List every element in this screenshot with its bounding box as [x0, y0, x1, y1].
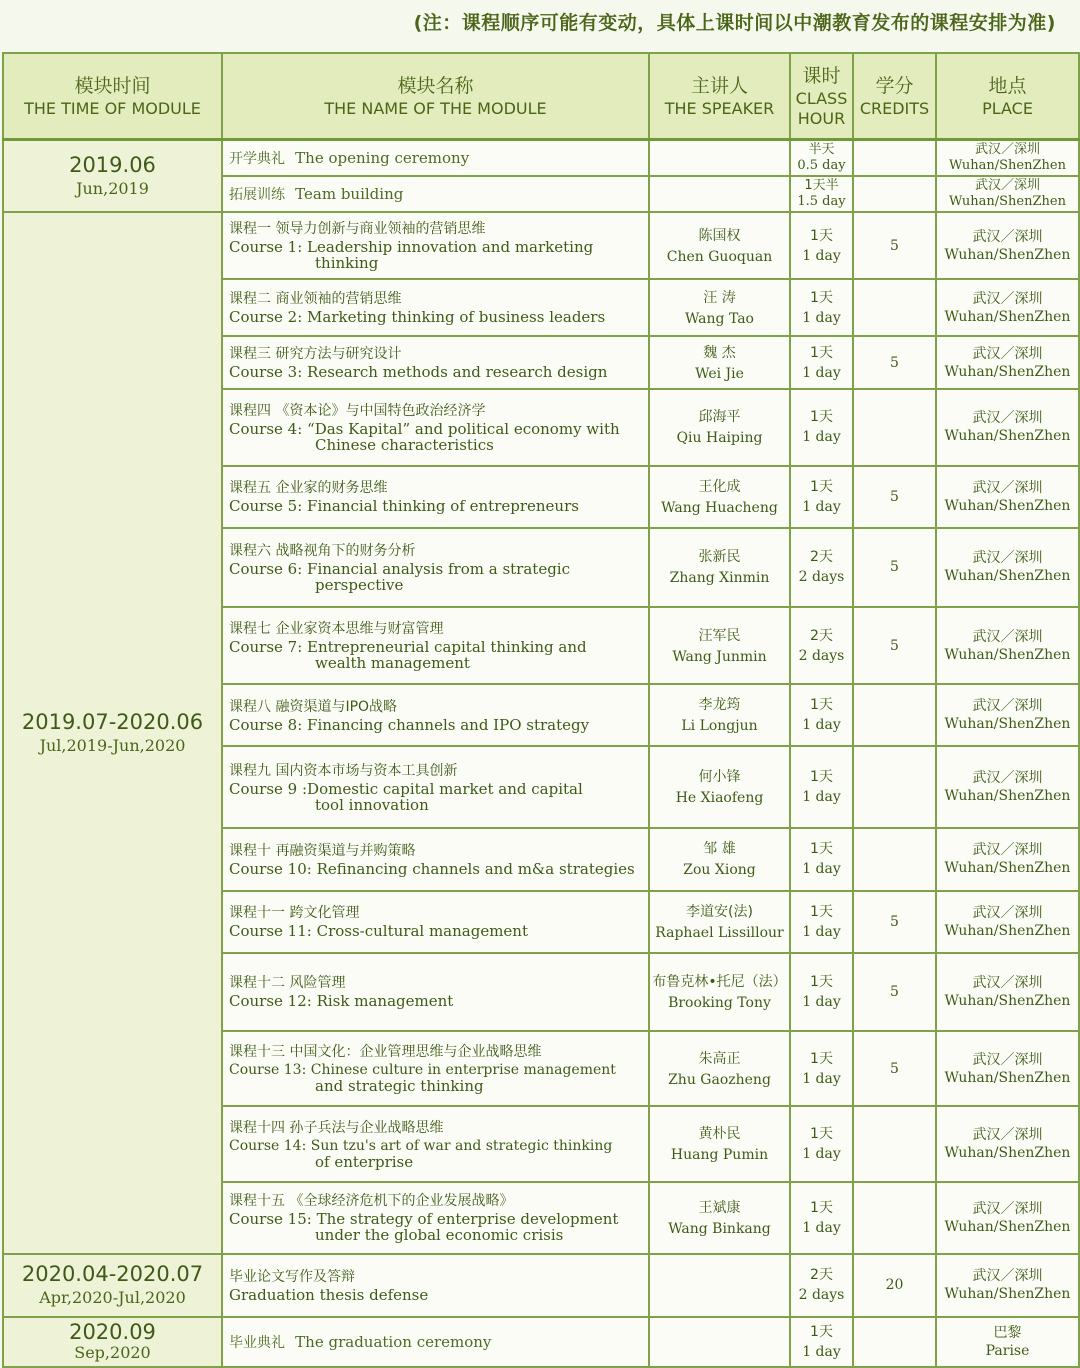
speaker-en: Zhang Xinmin [669, 570, 770, 587]
place-cn: 武汉／深圳 [972, 698, 1043, 715]
speaker-en: Zhu Gaozheng [668, 1071, 771, 1088]
module-name-en: Course 1: Leadership innovation and marketing [229, 238, 594, 257]
table-row [3, 1317, 1079, 1367]
module-name [222, 607, 649, 684]
time-main: 2020.09 [69, 1319, 156, 1344]
hour-cn: 1天 [810, 1050, 833, 1067]
module-name [222, 389, 649, 466]
credits-cell: 5 [853, 891, 936, 953]
header-hour-en1: CLASS [795, 88, 848, 108]
module-name-cn: 课程五 企业家的财务思维 [229, 480, 388, 497]
hour-cn: 1天 [810, 903, 833, 920]
hour-cn: 1天 [810, 409, 833, 426]
module-name-cn: 课程十五 《全球经济危机下的企业发展战略》 [229, 1193, 514, 1210]
hour-cn: 1天 [810, 227, 833, 244]
hour-cell [790, 466, 853, 528]
place-cell [936, 1106, 1079, 1182]
place-cn: 武汉／深圳 [972, 1268, 1043, 1285]
hour-en: 1 day [802, 364, 841, 381]
header-row [3, 53, 1079, 139]
place-cn: 武汉／深圳 [972, 290, 1043, 307]
place-en: Wuhan/ShenZhen [944, 363, 1071, 380]
speaker-en: Wang Junmin [672, 648, 767, 665]
hour-cell [790, 1317, 853, 1367]
place-cell [936, 336, 1079, 388]
credits-cell [853, 828, 936, 891]
place-cn: 武汉／深圳 [972, 904, 1043, 921]
module-name-cn: 课程十三 中国文化：企业管理思维与企业战略思维 [229, 1044, 542, 1061]
credits-cell: 5 [853, 212, 936, 279]
hour-cn: 半天 [808, 141, 835, 157]
module-name-cn: 课程四 《资本论》与中国特色政治经济学 [229, 402, 486, 419]
speaker-en: Wang Huacheng [661, 499, 778, 516]
credits-cell [853, 139, 936, 176]
speaker-cn: 邹 雄 [703, 841, 736, 858]
speaker-cell [649, 684, 790, 746]
header-place-en: PLACE [982, 98, 1033, 118]
module-name-en: Course 11: Cross-cultural management [229, 922, 528, 941]
place-cn: 武汉／深圳 [972, 345, 1043, 362]
header-time-en: THE TIME OF MODULE [24, 98, 201, 118]
speaker-cell [649, 176, 790, 212]
speaker-en: Zou Xiong [683, 862, 756, 879]
speaker-cn: 李龙筠 [698, 697, 741, 714]
hour-en: 2 days [798, 1287, 845, 1304]
time-main: 2019.07-2020.06 [21, 709, 204, 734]
module-name-cn: 课程八 融资渠道与IPO战略 [229, 698, 398, 715]
place-en: Wuhan/ShenZhen [944, 716, 1071, 733]
hour-cell [790, 336, 853, 388]
hour-cn: 1天 [810, 1199, 833, 1216]
speaker-cell [649, 1254, 790, 1317]
place-cell [936, 891, 1079, 953]
place-en: Wuhan/ShenZhen [944, 428, 1071, 445]
header-name-en: THE NAME OF THE MODULE [324, 98, 547, 118]
module-name-cn: 毕业论文写作及答辩 [229, 1268, 355, 1285]
module-name [222, 212, 649, 279]
hour-en: 1 day [802, 1343, 841, 1360]
hour-cell [790, 212, 853, 279]
place-en: Wuhan/ShenZhen [949, 194, 1066, 210]
speaker-cell [649, 953, 790, 1031]
hour-en: 1 day [802, 1070, 841, 1087]
credits-cell: 5 [853, 466, 936, 528]
module-name-en-cont: tool innovation [315, 795, 429, 814]
module-name-cn: 课程一 领导力创新与商业领袖的营销思维 [229, 221, 486, 238]
module-name-cn: 拓展训练 [229, 187, 285, 204]
place-cell [936, 466, 1079, 528]
module-name [222, 528, 649, 607]
speaker-cell [649, 466, 790, 528]
speaker-en: Raphael Lissillour [655, 924, 784, 941]
module-name-cn: 毕业典礼 [229, 1334, 285, 1351]
speaker-en: Huang Pumin [670, 1147, 769, 1164]
place-en: Wuhan/ShenZhen [944, 992, 1071, 1009]
module-name-en: Course 12: Risk management [229, 992, 454, 1011]
module-name-en: Course 9 :Domestic capital market and capital [229, 779, 583, 798]
speaker-cn: 王化成 [698, 478, 741, 495]
module-name-cn: 课程九 国内资本市场与资本工具创新 [229, 762, 458, 779]
place-en: Wuhan/ShenZhen [944, 646, 1071, 663]
module-name-en-cont: Chinese characteristics [315, 435, 494, 454]
module-name-cn: 开学典礼 [229, 150, 285, 167]
place-en: Wuhan/ShenZhen [944, 308, 1071, 325]
module-name-cn: 课程三 研究方法与研究设计 [229, 346, 402, 362]
module-name-cn: 课程二 商业领袖的营销思维 [229, 291, 402, 308]
header-place [936, 53, 1079, 139]
place-cell [936, 212, 1079, 279]
place-cell [936, 279, 1079, 336]
speaker-cn: 汪军民 [698, 627, 741, 644]
hour-cell [790, 279, 853, 336]
place-cell [936, 389, 1079, 466]
place-en: Wuhan/ShenZhen [944, 1286, 1071, 1303]
module-name-en: Course 2: Marketing thinking of business leaders [229, 308, 606, 327]
time-sub: Apr,2020-Jul,2020 [39, 1288, 186, 1308]
place-en: Wuhan/ShenZhen [944, 922, 1071, 939]
module-name-cn: 课程十 再融资渠道与并购策略 [229, 842, 416, 859]
place-cell [936, 528, 1079, 607]
credits-cell [853, 389, 936, 466]
course-schedule-table [2, 52, 1080, 1368]
table-row [3, 1254, 1079, 1317]
speaker-cell [649, 528, 790, 607]
speaker-cell [649, 279, 790, 336]
hour-en: 1 day [802, 1146, 841, 1163]
hour-cell [790, 607, 853, 684]
header-hour [790, 53, 853, 139]
module-name [222, 684, 649, 746]
speaker-cell [649, 1182, 790, 1253]
place-en: Wuhan/ShenZhen [944, 568, 1071, 585]
module-name-en: Course 15: The strategy of enterprise development [229, 1210, 619, 1229]
place-cell [936, 607, 1079, 684]
place-cn: 巴黎 [993, 1324, 1022, 1341]
place-cell [936, 176, 1079, 212]
hour-cell [790, 953, 853, 1031]
module-name-en-cont: under the global economic crisis [315, 1226, 564, 1245]
speaker-cell [649, 828, 790, 891]
speaker-cell [649, 746, 790, 827]
place-cn: 武汉／深圳 [972, 842, 1043, 859]
header-credits [853, 53, 936, 139]
hour-en: 1 day [802, 717, 841, 734]
module-name [222, 953, 649, 1031]
place-cn: 武汉／深圳 [972, 628, 1043, 645]
place-cn: 武汉／深圳 [972, 479, 1043, 496]
speaker-cell [649, 389, 790, 466]
header-speaker-cn: 主讲人 [690, 74, 748, 97]
place-cell [936, 1031, 1079, 1106]
module-name-en: Course 8: Financing channels and IPO strategy [229, 715, 590, 734]
hour-cn: 1天半 [804, 178, 839, 194]
hour-cell [790, 684, 853, 746]
hour-cn: 1天 [810, 478, 833, 495]
speaker-cn: 魏 杰 [703, 344, 736, 361]
module-name-en: Course 5: Financial thinking of entrepreneurs [229, 497, 579, 516]
module-name-cn: 课程七 企业家资本思维与财富管理 [229, 621, 444, 638]
hour-cn: 2天 [810, 627, 833, 644]
hour-cell [790, 1106, 853, 1182]
speaker-en: Chen Guoquan [666, 248, 773, 265]
hour-cell [790, 176, 853, 212]
credits-cell [853, 684, 936, 746]
place-en: Wuhan/ShenZhen [944, 860, 1071, 877]
module-name [222, 176, 649, 212]
hour-cn: 1天 [810, 973, 833, 990]
hour-en: 1 day [802, 309, 841, 326]
hour-cn: 2天 [810, 549, 833, 566]
module-name [222, 466, 649, 528]
hour-cell [790, 139, 853, 176]
hour-en: 1 day [802, 789, 841, 805]
place-cell [936, 684, 1079, 746]
speaker-en: Li Longjun [681, 718, 758, 735]
header-place-cn: 地点 [988, 74, 1027, 97]
speaker-cell [649, 1031, 790, 1106]
module-name [222, 828, 649, 891]
module-name [222, 336, 649, 388]
header-name-cn: 模块名称 [397, 74, 474, 97]
module-name-cn: 课程十二 风险管理 [229, 975, 346, 992]
hour-cell [790, 891, 853, 953]
speaker-cn: 布鲁克林•托尼（法） [652, 973, 787, 990]
time-cell [3, 1254, 222, 1317]
credits-cell: 5 [853, 336, 936, 388]
module-name [222, 1182, 649, 1253]
header-speaker-en: THE SPEAKER [664, 98, 775, 118]
module-name-en: Course 6: Financial analysis from a strategic [229, 559, 571, 578]
credits-cell [853, 1317, 936, 1367]
place-cell [936, 139, 1079, 176]
credits-cell [853, 176, 936, 212]
module-name-en-cont: and strategic thinking [315, 1077, 484, 1096]
credits-cell: 20 [853, 1254, 936, 1317]
module-name-en: Course 7: Entrepreneurial capital thinking and [229, 638, 587, 657]
hour-en: 1 day [802, 498, 841, 515]
hour-cn: 1天 [810, 697, 833, 714]
hour-cn: 1天 [810, 1323, 833, 1340]
place-cell [936, 828, 1079, 891]
hour-en: 1 day [802, 247, 841, 264]
speaker-cn: 李道安(法) [686, 903, 753, 920]
place-cn: 武汉／深圳 [972, 770, 1043, 786]
time-cell [3, 139, 222, 212]
header-time-cn: 模块时间 [74, 74, 151, 97]
time-cell [3, 1317, 222, 1367]
speaker-cell [649, 891, 790, 953]
module-name-en: Course 4: “Das Kapital” and political economy with [229, 419, 620, 438]
module-name-en: The opening ceremony [295, 148, 470, 167]
place-cn: 武汉／深圳 [972, 974, 1043, 991]
place-cell [936, 953, 1079, 1031]
module-name-en: The graduation ceremony [295, 1332, 492, 1351]
module-name-en: Team building [295, 185, 404, 204]
place-en: Wuhan/ShenZhen [944, 788, 1071, 804]
speaker-en: He Xiaofeng [675, 790, 764, 806]
header-credits-cn: 学分 [875, 74, 914, 97]
place-cn: 武汉／深圳 [972, 1051, 1043, 1068]
speaker-cn: 黄朴民 [698, 1126, 741, 1143]
module-name-en-cont: perspective [315, 575, 404, 594]
hour-cell [790, 1254, 853, 1317]
place-cell [936, 1254, 1079, 1317]
credits-cell [853, 1182, 936, 1253]
hour-cn: 1天 [810, 1126, 833, 1143]
module-name [222, 746, 649, 827]
place-cn: 武汉／深圳 [974, 178, 1040, 194]
hour-cell [790, 1182, 853, 1253]
module-name-en: Graduation thesis defense [229, 1285, 429, 1304]
hour-cn: 1天 [810, 769, 833, 785]
time-sub: Jun,2019 [76, 178, 149, 198]
speaker-cell [649, 607, 790, 684]
hour-en: 2 days [798, 647, 845, 664]
place-cell [936, 1182, 1079, 1253]
place-cn: 武汉／深圳 [972, 1127, 1043, 1144]
module-name-en-cont: of enterprise [315, 1152, 414, 1171]
place-en: Wuhan/ShenZhen [944, 1069, 1071, 1086]
credits-cell [853, 746, 936, 827]
time-cell [3, 212, 222, 1253]
header-hour-en2: HOUR [797, 108, 846, 128]
hour-en: 0.5 day [797, 157, 846, 173]
place-cn: 武汉／深圳 [972, 410, 1043, 427]
hour-cell [790, 746, 853, 827]
hour-cn: 2天 [810, 1267, 833, 1284]
module-name [222, 279, 649, 336]
hour-cell [790, 1031, 853, 1106]
module-name-en: Course 3: Research methods and research design [229, 363, 608, 381]
hour-cn: 1天 [810, 841, 833, 858]
module-name-en: Course 13: Chinese culture in enterprise management [229, 1062, 616, 1079]
time-sub: Jul,2019-Jun,2020 [39, 735, 186, 755]
credits-cell: 5 [853, 953, 936, 1031]
credits-cell: 5 [853, 1031, 936, 1106]
module-name [222, 1106, 649, 1182]
speaker-cn: 邱海平 [698, 409, 741, 426]
speaker-cell [649, 336, 790, 388]
hour-en: 1 day [802, 429, 841, 446]
hour-cn: 1天 [810, 344, 833, 361]
speaker-cell [649, 139, 790, 176]
place-en: Wuhan/ShenZhen [944, 1145, 1071, 1162]
place-en: Wuhan/ShenZhen [949, 157, 1066, 173]
header-speaker [649, 53, 790, 139]
module-name [222, 1031, 649, 1106]
speaker-cn: 王斌康 [698, 1199, 741, 1216]
module-name [222, 139, 649, 176]
speaker-cn: 朱高正 [698, 1050, 741, 1067]
table-row [3, 139, 1079, 176]
speaker-cell [649, 212, 790, 279]
hour-en: 1 day [802, 861, 841, 878]
table-row [3, 212, 1079, 279]
time-sub: Sep,2020 [74, 1342, 151, 1362]
header-time [3, 53, 222, 139]
place-cell [936, 746, 1079, 827]
speaker-en: Wei Jie [695, 365, 744, 382]
speaker-en: Qiu Haiping [676, 430, 763, 447]
speaker-en: Wang Binkang [668, 1220, 771, 1237]
time-main: 2019.06 [69, 152, 156, 177]
hour-cell [790, 528, 853, 607]
credits-cell: 5 [853, 607, 936, 684]
credits-cell [853, 279, 936, 336]
header-credits-en: CREDITS [859, 98, 930, 118]
hour-en: 1 day [802, 993, 841, 1010]
hour-en: 2 days [798, 569, 845, 586]
place-cell [936, 1317, 1079, 1367]
module-name-en: Course 10: Refinancing channels and m&a strategies [229, 859, 635, 878]
speaker-cell [649, 1317, 790, 1367]
module-name-cn: 课程十四 孙子兵法与企业战略思维 [229, 1119, 444, 1136]
hour-en: 1.5 day [797, 194, 846, 210]
place-cn: 武汉／深圳 [974, 141, 1040, 157]
module-name [222, 1317, 649, 1367]
speaker-cn: 汪 涛 [703, 289, 736, 306]
speaker-cell [649, 1106, 790, 1182]
hour-cell [790, 828, 853, 891]
place-en: Wuhan/ShenZhen [944, 246, 1071, 263]
credits-cell [853, 1106, 936, 1182]
speaker-cn: 陈国权 [698, 227, 741, 244]
place-en: Wuhan/ShenZhen [944, 497, 1071, 514]
module-name-cn: 课程六 战略视角下的财务分析 [229, 542, 416, 559]
module-name [222, 891, 649, 953]
header-hour-cn: 课时 [802, 64, 841, 87]
hour-cell [790, 389, 853, 466]
place-en: Wuhan/ShenZhen [944, 1218, 1071, 1235]
header-name [222, 53, 649, 139]
place-cn: 武汉／深圳 [972, 550, 1043, 567]
module-name [222, 1254, 649, 1317]
module-name-en-cont: thinking [315, 254, 379, 273]
module-name-en-cont: wealth management [315, 654, 470, 673]
module-name-cn: 课程十一 跨文化管理 [229, 905, 360, 922]
hour-en: 1 day [802, 923, 841, 940]
place-cn: 武汉／深圳 [972, 1200, 1043, 1217]
place-cn: 武汉／深圳 [972, 228, 1043, 245]
schedule-note: (注：课程顺序可能有变动，具体上课时间以中潮教育发布的课程安排为准) [413, 12, 1056, 34]
hour-en: 1 day [802, 1219, 841, 1236]
speaker-cn: 何小锋 [698, 769, 741, 785]
speaker-en: Wang Tao [685, 310, 754, 327]
time-main: 2020.04-2020.07 [21, 1262, 204, 1287]
speaker-en: Brooking Tony [668, 994, 771, 1011]
hour-cn: 1天 [810, 289, 833, 306]
credits-cell: 5 [853, 528, 936, 607]
module-name-en: Course 14: Sun tzu's art of war and strategic thinking [229, 1137, 613, 1154]
speaker-cn: 张新民 [698, 549, 741, 566]
place-en: Parise [985, 1342, 1030, 1359]
